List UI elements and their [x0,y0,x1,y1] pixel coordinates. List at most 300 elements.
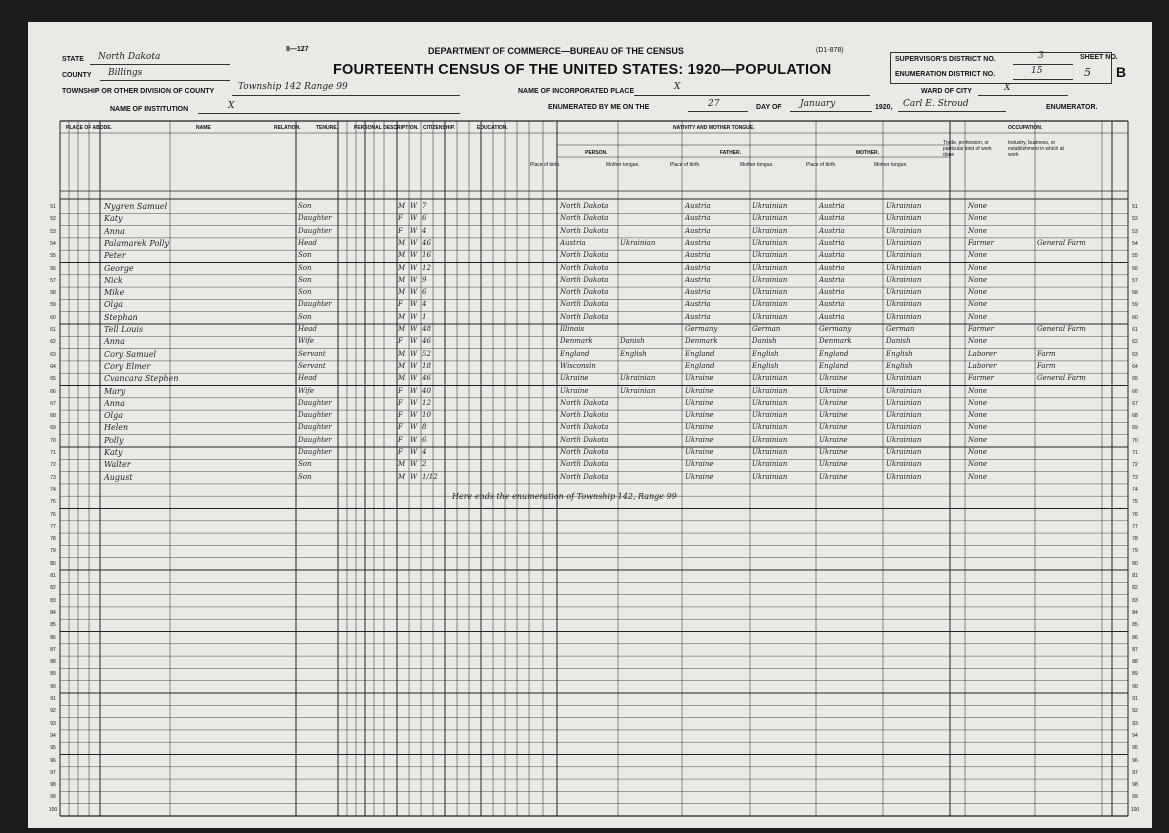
line-number: 90 [50,683,56,690]
entry-sex: M [398,349,406,358]
entry-mother-birthplace: Austria [819,300,845,309]
entry-name: Cory Elmer [104,361,151,371]
entry-relation: Son [298,472,312,481]
line-number: 74 [50,486,56,493]
end-note: Here ends the enumeration of Township 142, Range 99 [452,491,677,501]
line-number-right: 82 [1132,585,1138,592]
line-number-right: 94 [1132,732,1138,739]
entry-mother-birthplace: Ukraine [819,460,848,469]
entry-occupation: None [968,423,987,432]
entry-age: 9 [422,275,427,284]
entry-relation: Head [298,238,317,247]
entry-father-birthplace: Austria [685,251,711,260]
line-number-right: 78 [1132,536,1138,543]
label-trade: Trade, profession, or particular kind of work done [943,140,992,158]
enumerated-label: ENUMERATED BY ME ON THE [548,104,650,111]
entry-age: 10 [422,411,431,420]
entry-birthplace: North Dakota [560,275,609,284]
line-number: 62 [50,339,56,346]
label-pob-person: Place of birth. [530,162,561,168]
label-industry: Industry, business, or establishment in which at work [1008,140,1064,158]
entry-father-tongue: Ukrainian [752,300,788,309]
entry-father-tongue: Ukrainian [752,472,788,481]
line-number: 77 [50,523,56,530]
state-label: STATE [62,56,84,63]
entry-name: Walter [104,460,131,470]
entry-name: August [104,472,133,482]
entry-race: W [410,374,418,383]
entry-sex: F [398,337,403,346]
entry-name: Katy [104,214,123,224]
line-number: 57 [50,277,56,284]
entry-birthplace: North Dakota [560,214,609,223]
entry-father-tongue: Ukrainian [752,226,788,235]
entry-relation: Daughter [298,398,332,407]
sheet-value: 5 [1084,66,1091,79]
entry-race: W [410,226,418,235]
line-number-right: 98 [1132,782,1138,789]
entry-name: George [104,263,134,273]
line-number: 98 [50,782,56,789]
entry-sex: F [398,435,403,444]
entry-race: W [410,472,418,481]
line-number: 100 [48,806,58,813]
entry-relation: Head [298,374,317,383]
entry-name: Anna [104,337,125,347]
line-number: 64 [50,363,56,370]
entry-occupation: None [968,411,987,420]
entry-relation: Head [298,325,317,333]
entry-sex: M [398,472,406,481]
ward-value: X [1004,83,1011,93]
line-number: 65 [50,376,56,383]
entry-father-birthplace: Austria [685,300,711,309]
line-number-right: 59 [1132,302,1138,309]
line-number-right: 62 [1132,339,1138,346]
entry-birthplace: England [560,349,590,358]
entry-birthplace: Austria [560,238,586,247]
day-of-label: DAY OF [756,104,782,111]
year-label: 1920, [875,104,893,111]
census-sheet [28,22,1152,828]
entry-age: 46 [422,337,431,346]
line-number: 99 [50,794,56,801]
entry-mother-mother-tongue: Ukrainian [886,448,922,456]
supervisor-label: SUPERVISOR'S DISTRICT NO. [895,56,996,63]
entry-mother-mother-tongue: Ukrainian [886,435,922,444]
entry-occupation: None [968,448,987,456]
line-number: 75 [50,499,56,506]
line-number: 70 [50,437,56,444]
entry-industry: Farm [1037,349,1056,358]
entry-birthplace: North Dakota [560,202,609,210]
entry-relation: Daughter [298,411,332,420]
line-number-right: 52 [1132,216,1138,223]
entry-birthplace: North Dakota [560,251,609,260]
line-number: 52 [50,216,56,223]
group-name: NAME [196,125,211,131]
entry-mother-birthplace: Austria [819,312,845,321]
entry-occupation: Farmer [968,325,995,333]
enumerator-label: ENUMERATOR. [1046,104,1098,111]
line-number: 95 [50,745,56,752]
line-number-right: 77 [1132,523,1138,530]
entry-father-birthplace: Austria [685,263,711,272]
entry-name: Mary [104,386,126,396]
line-number: 67 [50,400,56,407]
entry-relation: Daughter [298,448,332,456]
label-tongue-mother: Mother tongue. [874,162,908,168]
entry-mother-mother-tongue: Danish [886,337,911,346]
line-number-right: 64 [1132,363,1138,370]
ward-label: WARD OF CITY [921,88,972,95]
entry-father-birthplace: Ukraine [685,386,714,395]
entry-mother-mother-tongue: Ukrainian [886,275,922,284]
line-number-right: 91 [1132,696,1138,702]
line-number: 85 [50,622,56,629]
incorporated-place-value: X [674,82,681,92]
entry-race: W [410,460,418,469]
entry-relation: Daughter [298,423,332,432]
entry-name: Olga [104,300,124,310]
entry-mother-mother-tongue: Ukrainian [886,386,922,395]
entry-sex: M [398,275,406,284]
line-number-right: 51 [1132,204,1138,210]
entry-father-tongue: Ukrainian [752,460,788,469]
entry-age: 4 [422,300,427,309]
subgroup-person: PERSON. [585,150,608,156]
entry-father-birthplace: Ukraine [685,423,714,432]
line-number: 71 [50,450,56,456]
entry-age: 7 [422,202,427,210]
entry-name: Anna [104,226,125,236]
entry-father-birthplace: Austria [685,226,711,235]
county-label: COUNTY [62,72,92,79]
entry-mother-birthplace: Ukraine [819,386,848,395]
entry-race: W [410,300,418,309]
entry-relation: Wife [298,337,315,346]
line-number: 66 [50,388,56,395]
department-title: DEPARTMENT OF COMMERCE—BUREAU OF THE CENSUS [428,46,684,56]
entry-father-birthplace: Ukraine [685,472,714,481]
entry-occupation: None [968,288,987,297]
entry-sex: F [398,214,403,223]
line-number-right: 84 [1132,609,1138,616]
entry-race: W [410,448,418,456]
label-tongue-father: Mother tongue. [740,162,774,168]
line-number: 76 [50,511,56,518]
entry-age: 12 [422,398,431,407]
entry-father-tongue: German [752,325,781,333]
entry-birthplace: North Dakota [560,460,609,469]
entry-father-birthplace: Ukraine [685,435,714,444]
entry-sex: M [398,251,406,260]
group-occupation: OCCUPATION. [1008,125,1043,131]
line-number: 59 [50,302,56,309]
entry-mother-birthplace: Austria [819,202,845,210]
enumerator-name: Carl E. Stroud [903,99,969,109]
line-number-right: 74 [1132,486,1138,493]
entry-occupation: None [968,251,987,260]
entry-occupation: Laborer [968,361,997,370]
entry-name: Helen [104,423,129,433]
entry-mother-mother-tongue: Ukrainian [886,288,922,297]
entry-mother-mother-tongue: Ukrainian [886,460,922,469]
line-number: 72 [50,462,56,469]
line-number: 80 [50,560,56,567]
entry-birthplace: North Dakota [560,435,609,444]
line-number-right: 56 [1132,265,1138,272]
entry-relation: Son [298,202,312,210]
entry-age: 16 [422,251,431,260]
entry-race: W [410,263,418,272]
county-value: Billings [108,68,143,78]
line-number: 79 [50,548,56,555]
line-number-right: 81 [1132,573,1138,579]
entry-mother-birthplace: Germany [819,325,852,333]
entry-father-birthplace: Ukraine [685,374,714,383]
line-number: 69 [50,425,56,432]
entry-mother-mother-tongue: Ukrainian [886,226,922,235]
entry-father-birthplace: Austria [685,238,711,247]
entry-birthplace: Ukraine [560,386,589,395]
entry-race: W [410,349,418,358]
entry-sex: F [398,411,403,420]
line-number-right: 92 [1132,708,1138,715]
line-number-right: 53 [1132,228,1138,235]
entry-race: W [410,361,418,370]
line-number: 92 [50,708,56,715]
entry-name: Cory Samuel [104,349,157,359]
entry-name: Olga [104,411,124,421]
entry-mother-birthplace: Austria [819,238,845,247]
entry-birthplace: North Dakota [560,448,609,456]
census-grid [48,121,1140,821]
line-number-right: 76 [1132,511,1138,518]
entry-age: 8 [422,423,427,432]
entry-father-tongue: Ukrainian [752,386,788,395]
entry-birthplace: Wisconsin [560,361,596,370]
line-number: 55 [50,253,56,260]
entry-father-tongue: Ukrainian [752,398,788,407]
entry-race: W [410,238,418,247]
entry-relation: Son [298,312,312,321]
label-pob-father: Place of birth. [670,162,701,168]
line-number: 89 [50,671,56,678]
entry-mother-mother-tongue: English [886,349,913,358]
line-number-right: 63 [1132,351,1138,358]
township-label: TOWNSHIP OR OTHER DIVISION OF COUNTY [62,88,215,95]
entry-sex: M [398,374,406,383]
line-number-right: 61 [1132,327,1138,333]
entry-mother-tongue: Ukrainian [620,374,656,383]
entry-mother-birthplace: Ukraine [819,423,848,432]
group-citizenship: CITIZENSHIP. [423,125,455,131]
entry-father-birthplace: Austria [685,288,711,297]
line-number: 53 [50,228,56,235]
entry-father-birthplace: Ukraine [685,398,714,407]
entry-sex: M [398,312,406,321]
entry-birthplace: North Dakota [560,423,609,432]
entry-name: Nick [104,275,123,285]
entry-relation: Son [298,275,312,284]
entry-mother-mother-tongue: Ukrainian [886,374,922,383]
entry-sex: F [398,423,403,432]
line-number-right: 70 [1132,437,1138,444]
entry-mother-tongue: Danish [620,337,645,346]
entry-father-birthplace: Ukraine [685,411,714,420]
entry-father-tongue: Ukrainian [752,288,788,297]
line-number-right: 73 [1132,474,1138,481]
entry-birthplace: North Dakota [560,398,609,407]
entry-relation: Son [298,288,312,297]
entry-relation: Wife [298,386,315,395]
entry-name: Tell Louis [104,325,144,334]
group-education: EDUCATION. [477,125,508,131]
line-number: 94 [50,732,56,739]
entry-occupation: None [968,386,987,395]
entry-father-birthplace: Austria [685,202,711,210]
line-number-right: 71 [1132,450,1138,456]
entry-mother-mother-tongue: Ukrainian [886,300,922,309]
entry-sex: F [398,226,403,235]
supervisor-value: 3 [1038,51,1044,61]
line-number: 61 [50,327,56,333]
entry-industry: Farm [1037,361,1056,370]
entry-birthplace: North Dakota [560,300,609,309]
entry-name: Polly [104,435,124,445]
line-number-right: 97 [1132,769,1138,776]
entry-mother-mother-tongue: Ukrainian [886,263,922,272]
entry-father-tongue: Ukrainian [752,411,788,420]
entry-occupation: None [968,214,987,223]
entry-mother-birthplace: Ukraine [819,374,848,383]
entry-relation: Son [298,251,312,260]
entry-father-tongue: Ukrainian [752,312,788,321]
entry-father-tongue: Ukrainian [752,435,788,444]
state-value: North Dakota [98,52,161,62]
entry-mother-birthplace: England [819,361,849,370]
line-number: 93 [50,720,56,727]
entry-industry: General Farm [1037,325,1086,333]
label-tongue-person: Mother tongue. [606,162,640,168]
line-number: 97 [50,769,56,776]
entry-father-tongue: Ukrainian [752,263,788,272]
entry-relation: Servant [298,349,326,358]
entry-mother-birthplace: Austria [819,263,845,272]
line-number-right: 93 [1132,720,1138,727]
entry-father-tongue: Danish [752,337,777,346]
line-number-right: 58 [1132,290,1138,297]
entry-name: Peter [104,251,126,261]
entry-occupation: None [968,202,987,210]
entry-age: 2 [422,460,427,469]
entry-mother-tongue: Ukrainian [620,386,656,395]
entry-father-tongue: Ukrainian [752,238,788,247]
line-number: 54 [50,240,56,247]
entry-race: W [410,214,418,223]
entry-age: 6 [422,288,427,297]
entry-sex: M [398,325,406,333]
entry-age: 4 [422,226,427,235]
line-number: 51 [50,204,56,210]
entry-birthplace: North Dakota [560,226,609,235]
entry-age: 1/12 [422,472,438,481]
entry-sex: F [398,398,403,407]
line-number: 56 [50,265,56,272]
entry-relation: Son [298,263,312,272]
sheet-label: SHEET NO. [1080,54,1118,61]
entry-name: Palamarek Polly [104,238,169,248]
line-number-right: 72 [1132,462,1138,469]
entry-occupation: Laborer [968,349,997,358]
entry-mother-birthplace: Ukraine [819,448,848,456]
entry-mother-mother-tongue: English [886,361,913,370]
institution-value: X [228,101,235,111]
entry-name: Mike [104,288,125,298]
entry-age: 4 [422,448,427,456]
entry-race: W [410,423,418,432]
line-number-right: 55 [1132,253,1138,260]
entry-mother-birthplace: Austria [819,214,845,223]
entry-birthplace: North Dakota [560,411,609,420]
entry-birthplace: North Dakota [560,472,609,481]
entry-mother-mother-tongue: Ukrainian [886,423,922,432]
entry-father-tongue: Ukrainian [752,275,788,284]
line-number: 60 [50,314,56,321]
line-number: 88 [50,659,56,666]
entry-age: 46 [422,238,431,247]
entry-birthplace: North Dakota [560,288,609,297]
line-number: 83 [50,597,56,604]
entry-name: Cvancara Stephen [104,374,179,384]
line-number-right: 85 [1132,622,1138,629]
line-number: 73 [50,474,56,481]
entry-mother-birthplace: Austria [819,288,845,297]
entry-race: W [410,288,418,297]
entry-occupation: Farmer [968,374,995,383]
entry-age: 6 [422,435,427,444]
entry-birthplace: North Dakota [560,263,609,272]
line-number: 86 [50,634,56,641]
entry-sex: M [398,361,406,370]
entry-relation: Daughter [298,226,332,235]
entry-father-birthplace: Austria [685,214,711,223]
entry-mother-mother-tongue: Ukrainian [886,312,922,321]
entry-father-birthplace: Denmark [685,337,718,346]
entry-race: W [410,312,418,321]
label-pob-mother: Place of birth. [806,162,837,168]
entry-industry: General Farm [1037,374,1086,383]
entry-relation: Daughter [298,300,332,309]
group-place-of-abode: PLACE OF ABODE. [66,125,112,131]
entry-relation: Daughter [298,435,332,444]
entry-race: W [410,325,418,333]
entry-father-tongue: English [752,349,779,358]
entry-mother-birthplace: Austria [819,251,845,260]
subgroup-father: FATHER. [720,150,742,156]
line-number: 91 [50,696,56,702]
entry-mother-birthplace: Ukraine [819,435,848,444]
entry-name: Anna [104,398,125,408]
entry-father-birthplace: Ukraine [685,460,714,469]
line-number-right: 57 [1132,277,1138,284]
entry-occupation: None [968,300,987,309]
entry-father-tongue: Ukrainian [752,374,788,383]
entry-relation: Son [298,460,312,469]
entry-father-birthplace: Germany [685,325,718,333]
entry-age: 46 [422,374,431,383]
